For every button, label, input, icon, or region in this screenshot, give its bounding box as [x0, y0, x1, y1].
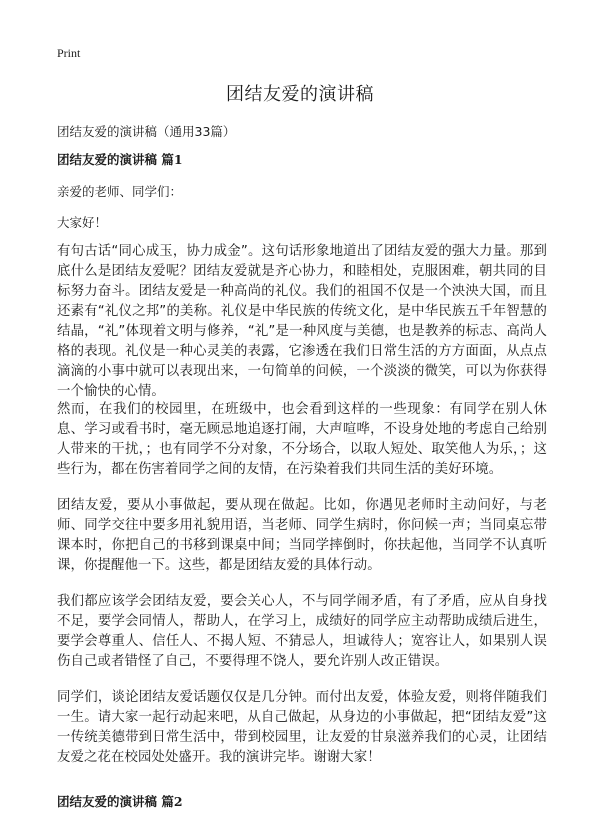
print-link[interactable]: Print	[57, 46, 81, 60]
page-title: 团结友爱的演讲稿	[226, 84, 374, 105]
section-heading-1: 团结友爱的演讲稿 篇1	[57, 152, 183, 167]
paragraph-4: 我们都应该学会团结友爱，要会关心人，不与同学闹矛盾，有了矛盾，应从自身找不足，要学会同情人，帮助人，在学习上，成绩好的同学应主动帮助成绩后进生，要学会尊重人、信任人、不揭人短、不猜忌人，坦诚待人；宽容让人，如果别人误伤自己或者错怪了自己，不要得理不饶人，要允许别人改正错误。	[57, 594, 547, 669]
paragraph-3: 团结友爱，要从小事做起，要从现在做起。比如，你遇见老师时主动问好，与老师、同学交往中要多用礼貌用语，当老师、同学生病时，你问候一声；当同桌忘带课本时，你把自己的书移到课桌中间；当同学摔倒时，你扶起他，当同学不认真听课，你提醒他一下。这些，都是团结友爱的具体行动。	[57, 498, 547, 573]
paragraph-1: 有句古话“同心成玉，协力成金”。这句话形象地道出了团结友爱的强大力量。那到底什么是团结友爱呢？团结友爱就是齐心协力，和睦相处，克服困难，朝共同的目标努力奋斗。团结友爱是一种高尚的礼仪。我们的祖国不仅是一个泱泱大国，而且还素有“礼仪之邦”的美称。礼仪是中华民族的传统文化，是中华民族五千年智慧的结晶，“礼”体现着文明与修养，“礼”是一种风度与美德，也是教养的标志、高尚人格的表现。礼仪是一种心灵美的表露，它渗透在我们日常生活的方方面面，从点点滴滴的小事中就可以表现出来，一句简单的问候，一个淡淡的微笑，可以为你获得一个愉快的心情。	[57, 244, 547, 399]
document-subtitle: 团结友爱的演讲稿（通用33篇）	[57, 124, 236, 139]
paragraph-2: 然而，在我们的校园里，在班级中，也会看到这样的一些现象：有同学在别人休息、学习或看书时，毫无顾忌地追逐打闹，大声喧哗，不设身处地的考虑自己给别人带来的干扰，；也有同学不分对象，不分场合，以取人短处、取笑他人为乐，；这些行为，都在伤害着同学之间的友情，在污染着我们共同生活的美好环境。	[57, 402, 547, 477]
section-heading-2: 团结友爱的演讲稿 篇2	[57, 794, 183, 809]
greeting-line: 亲爱的老师、同学们：	[57, 184, 183, 199]
paragraph-5: 同学们，谈论团结友爱话题仅仅是几分钟。而付出友爱，体验友爱，则将伴随我们一生。请大家一起行动起来吧，从自己做起，从身边的小事做起，把“团结友爱”这一传统美德带到日常生活中，带到校园里，让友爱的甘泉滋养我们的心灵，让团结友爱之花在校园处处盛开。我的演讲完毕。谢谢大家！	[57, 690, 547, 765]
salutation-line: 大家好！	[57, 215, 108, 230]
